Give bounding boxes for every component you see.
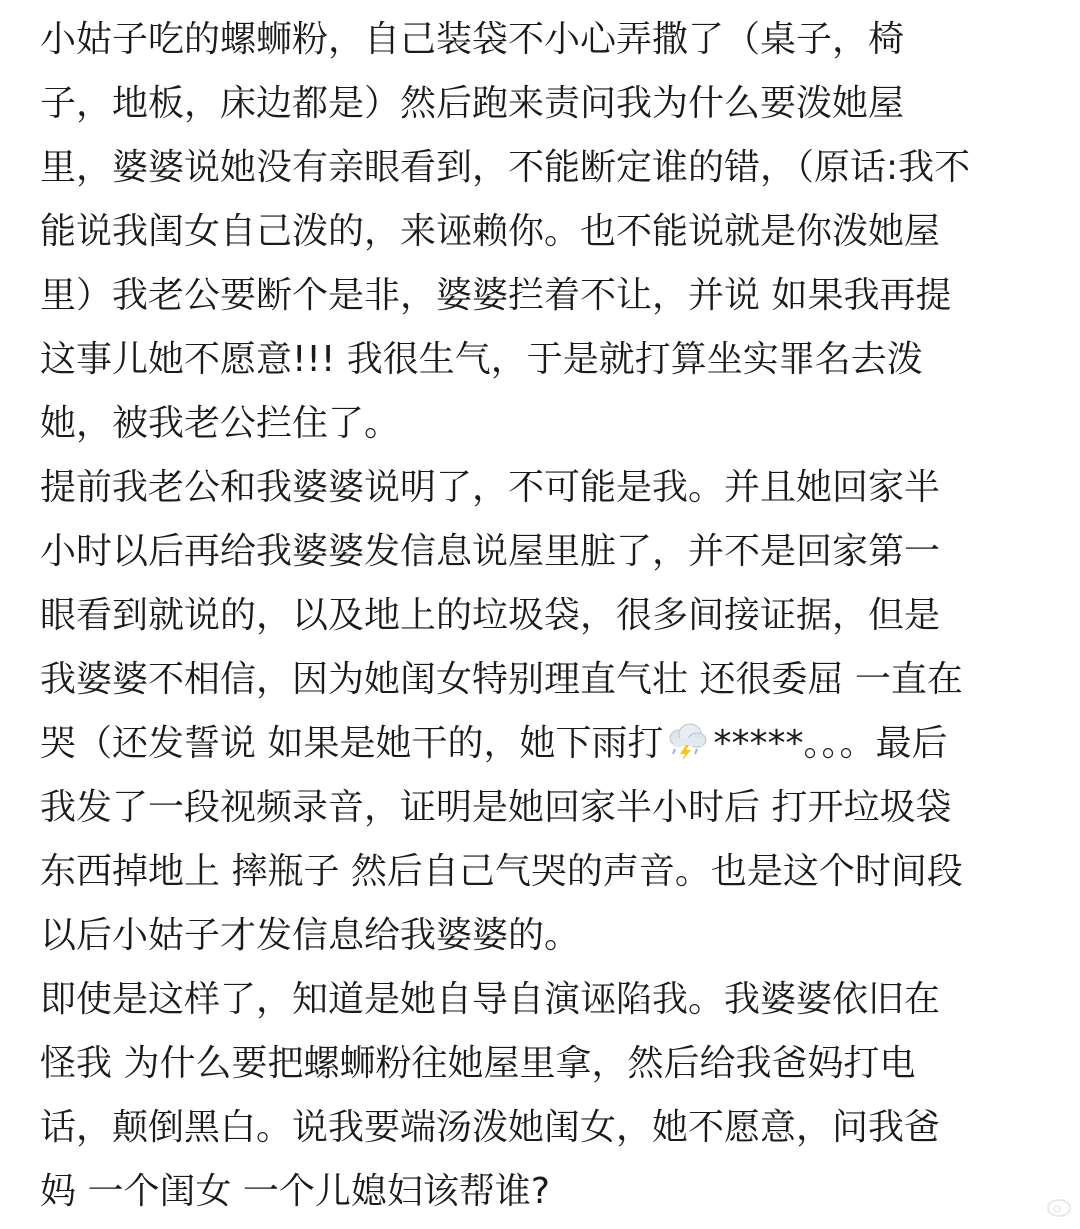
text-line: 能说我闺女自己泼的，来诬赖你。也不能说就是你泼她屋: [40, 211, 941, 252]
text-line: 我发了一段视频录音，证明是她回家半小时后 打开垃圾袋: [40, 787, 952, 828]
text-line: 这事儿她不愿意!!! 我很生气，于是就打算坐实罪名去泼: [40, 339, 923, 380]
text-segment: *****。。。最后: [713, 723, 948, 764]
text-line: 小姑子吃的螺蛳粉，自己装袋不小心弄撒了（桌子，椅: [40, 19, 905, 60]
text-line: 里，婆婆说她没有亲眼看到，不能断定谁的错，（原话:我不: [40, 147, 971, 188]
text-line: 东西掉地上 摔瓶子 然后自己气哭的声音。也是这个时间段: [40, 851, 963, 892]
watermark: [1046, 1196, 1072, 1223]
post-body: [40, 8, 1040, 1224]
text-line: 子，地板，床边都是）然后跑来责问我为什么要泼她屋: [40, 83, 905, 124]
text-line: 小时以后再给我婆婆发信息说屋里脏了，并不是回家第一: [40, 531, 941, 572]
text-line: 里）我老公要断个是非，婆婆拦着不让，并说 如果我再提: [40, 275, 952, 316]
text-line-with-emoji: [40, 712, 1040, 776]
text-segment: 哭（还发誓说 如果是她干的，她下雨打: [40, 723, 664, 764]
text-line: 以后小姑子才发信息给我婆婆的。: [40, 915, 581, 956]
thunderstorm-icon: [665, 718, 709, 758]
text-line: 她，被我老公拦住了。: [40, 403, 401, 444]
text-line: 妈 一个闺女 一个儿媳妇该帮谁?: [40, 1171, 550, 1212]
text-line: 即使是这样了，知道是她自导自演诬陷我。我婆婆依旧在: [40, 979, 941, 1020]
text-line: 提前我老公和我婆婆说明了，不可能是我。并且她回家半: [40, 467, 941, 508]
text-line: 话，颠倒黑白。说我要端汤泼她闺女，她不愿意，问我爸: [40, 1107, 941, 1148]
text-line: 眼看到就说的，以及地上的垃圾袋，很多间接证据，但是: [40, 595, 941, 636]
text-line: 我婆婆不相信，因为她闺女特别理直气壮 还很委屈 一直在: [40, 659, 963, 700]
watermark-logo-icon: [1046, 1196, 1072, 1223]
text-line: 怪我 为什么要把螺蛳粉往她屋里拿，然后给我爸妈打电: [40, 1043, 916, 1084]
